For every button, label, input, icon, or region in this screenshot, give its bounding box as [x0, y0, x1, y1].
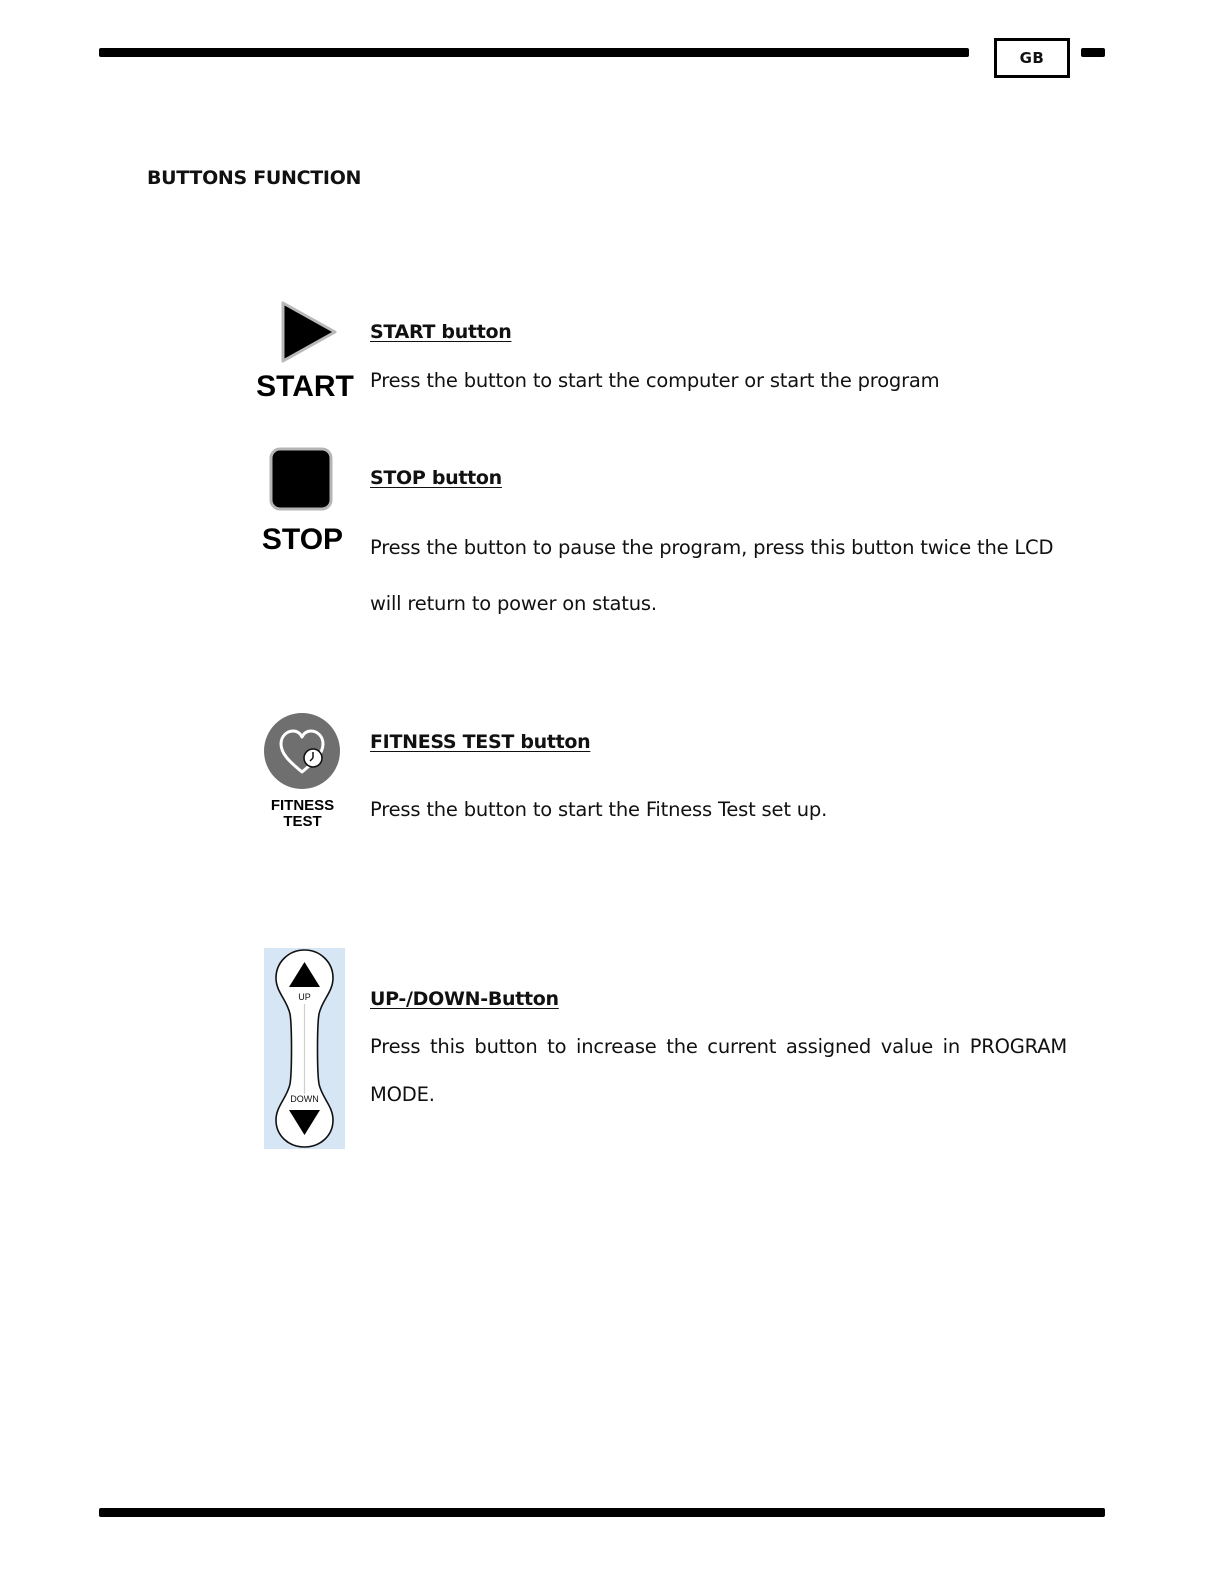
up-down-button-heading: UP-/DOWN-Button: [370, 988, 559, 1010]
fitness-icon-caption-line2: TEST: [283, 813, 322, 830]
stop-icon-figure: [255, 447, 350, 562]
start-icon-figure: [255, 300, 355, 410]
up-down-rocker-icon: [264, 948, 345, 1149]
section-title: BUTTONS FUNCTION: [147, 167, 362, 189]
stop-icon-caption: STOP: [261, 523, 344, 556]
up-down-icon-figure: [264, 948, 345, 1149]
start-icon-caption: START: [256, 370, 354, 403]
up-down-icon-label-up: UP: [298, 992, 311, 1002]
up-down-button-description-line1: Press this button to increase the current assigned value in PROGRAM: [370, 1035, 1067, 1058]
fitness-test-button-description: Press the button to start the Fitness Test set up.: [370, 798, 828, 821]
header-rule-stub: [1081, 48, 1105, 57]
fitness-icon-caption-line1: FITNESS: [270, 797, 335, 814]
footer-rule: [99, 1508, 1105, 1517]
play-triangle-icon: [279, 300, 339, 364]
language-badge: GB: [994, 38, 1070, 78]
stop-button-description-line2: will return to power on status.: [370, 592, 657, 615]
fitness-test-button-heading: FITNESS TEST button: [370, 731, 591, 753]
stop-square-icon: [269, 447, 333, 511]
header-rule: [99, 48, 969, 57]
start-button-description: Press the button to start the computer or start the program: [370, 369, 940, 392]
stop-button-heading: STOP button: [370, 467, 502, 489]
fitness-test-icon-figure: [255, 710, 350, 835]
up-down-icon-label-down: DOWN: [290, 1094, 319, 1104]
stop-button-description-line1: Press the button to pause the program, press this button twice the LCD: [370, 536, 1054, 559]
up-down-button-description-line2: MODE.: [370, 1083, 435, 1106]
start-button-heading: START button: [370, 321, 512, 343]
heart-clock-icon: [263, 712, 341, 790]
